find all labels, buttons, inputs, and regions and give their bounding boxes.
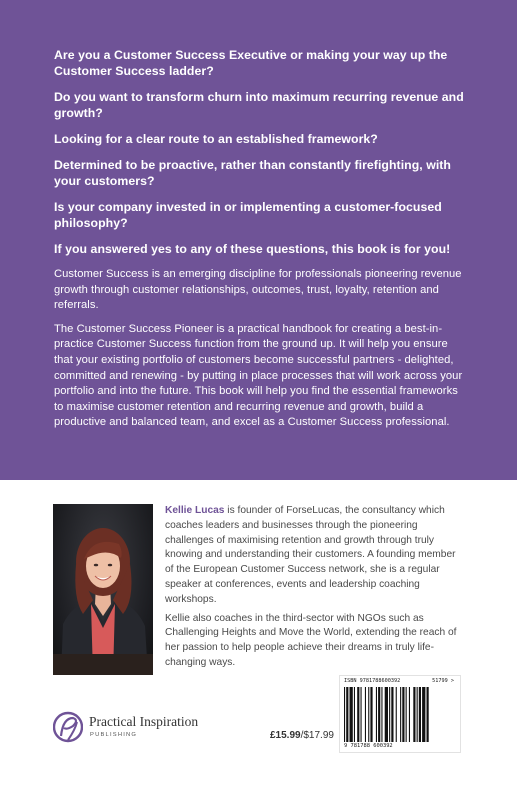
intro-paragraph: Customer Success is an emerging discipline for professionals pioneering revenue growth through customer relationships, outcomes, trust, loyalty, retention and referrals. bbox=[54, 268, 462, 312]
barcode-price-code: 51799 > bbox=[432, 678, 454, 684]
isbn-barcode bbox=[339, 675, 461, 753]
price-gbp: £15.99 bbox=[270, 730, 301, 741]
author-name: Kellie Lucas bbox=[165, 505, 225, 516]
isbn-label: ISBN 9781788600392 bbox=[344, 678, 401, 684]
author-bio-text: is founder of ForseLucas, the consultancy which coaches leaders and businesses through the pioneering challenges of maximising retention and growth through truly knowing and understanding their customers. A founding member of the European Customer Success network, she is a regular speaker at conferences, events and leadership coaching workshops. bbox=[165, 505, 456, 605]
author-bio bbox=[165, 504, 465, 675]
author-bio-paragraph-2: Kellie also coaches in the third-sector with NGOs such as Challenging Heights and Move the World, extending the reach of her passion to help people achieve their dreams in truly life-changing ways. bbox=[165, 612, 457, 668]
question-2: Do you want to transform churn into maximum recurring revenue and growth? bbox=[54, 90, 464, 120]
question-1: Are you a Customer Success Executive or making your way up the Customer Success ladder? bbox=[54, 48, 448, 78]
author-photo bbox=[53, 504, 153, 675]
description-paragraph: The Customer Success Pioneer is a practical handbook for creating a best-in-practice Customer Success function from the ground up. It will help you ensure that your existing portfolio of customers become successful partners - delighted, committed and renewing - by putting in place processes that will work across your portfolio and into the future. This book will help you find the essential frameworks to maximise customer retention and recurring revenue and growth, build a productive and balanced team, and excel as a Customer Success professional. bbox=[54, 322, 463, 429]
author-bio-paragraph-1 bbox=[165, 504, 465, 608]
question-3: Looking for a clear route to an established framework? bbox=[54, 132, 378, 146]
question-4: Determined to be proactive, rather than constantly firefighting, with your customers? bbox=[54, 158, 451, 188]
barcode-bars bbox=[344, 687, 458, 742]
price-usd: /$17.99 bbox=[300, 730, 334, 741]
publisher-logo bbox=[53, 710, 223, 746]
call-to-action: If you answered yes to any of these questions, this book is for you! bbox=[54, 242, 451, 256]
publisher-logo-icon bbox=[53, 710, 83, 744]
publisher-name: Practical Inspiration bbox=[89, 714, 199, 729]
publisher-subtitle: PUBLISHING bbox=[90, 732, 138, 738]
price bbox=[270, 730, 334, 741]
barcode-digits: 9 781788 600392 bbox=[344, 743, 393, 749]
author-section bbox=[0, 480, 517, 800]
question-5: Is your company invested in or implementing a customer-focused philosophy? bbox=[54, 200, 442, 230]
